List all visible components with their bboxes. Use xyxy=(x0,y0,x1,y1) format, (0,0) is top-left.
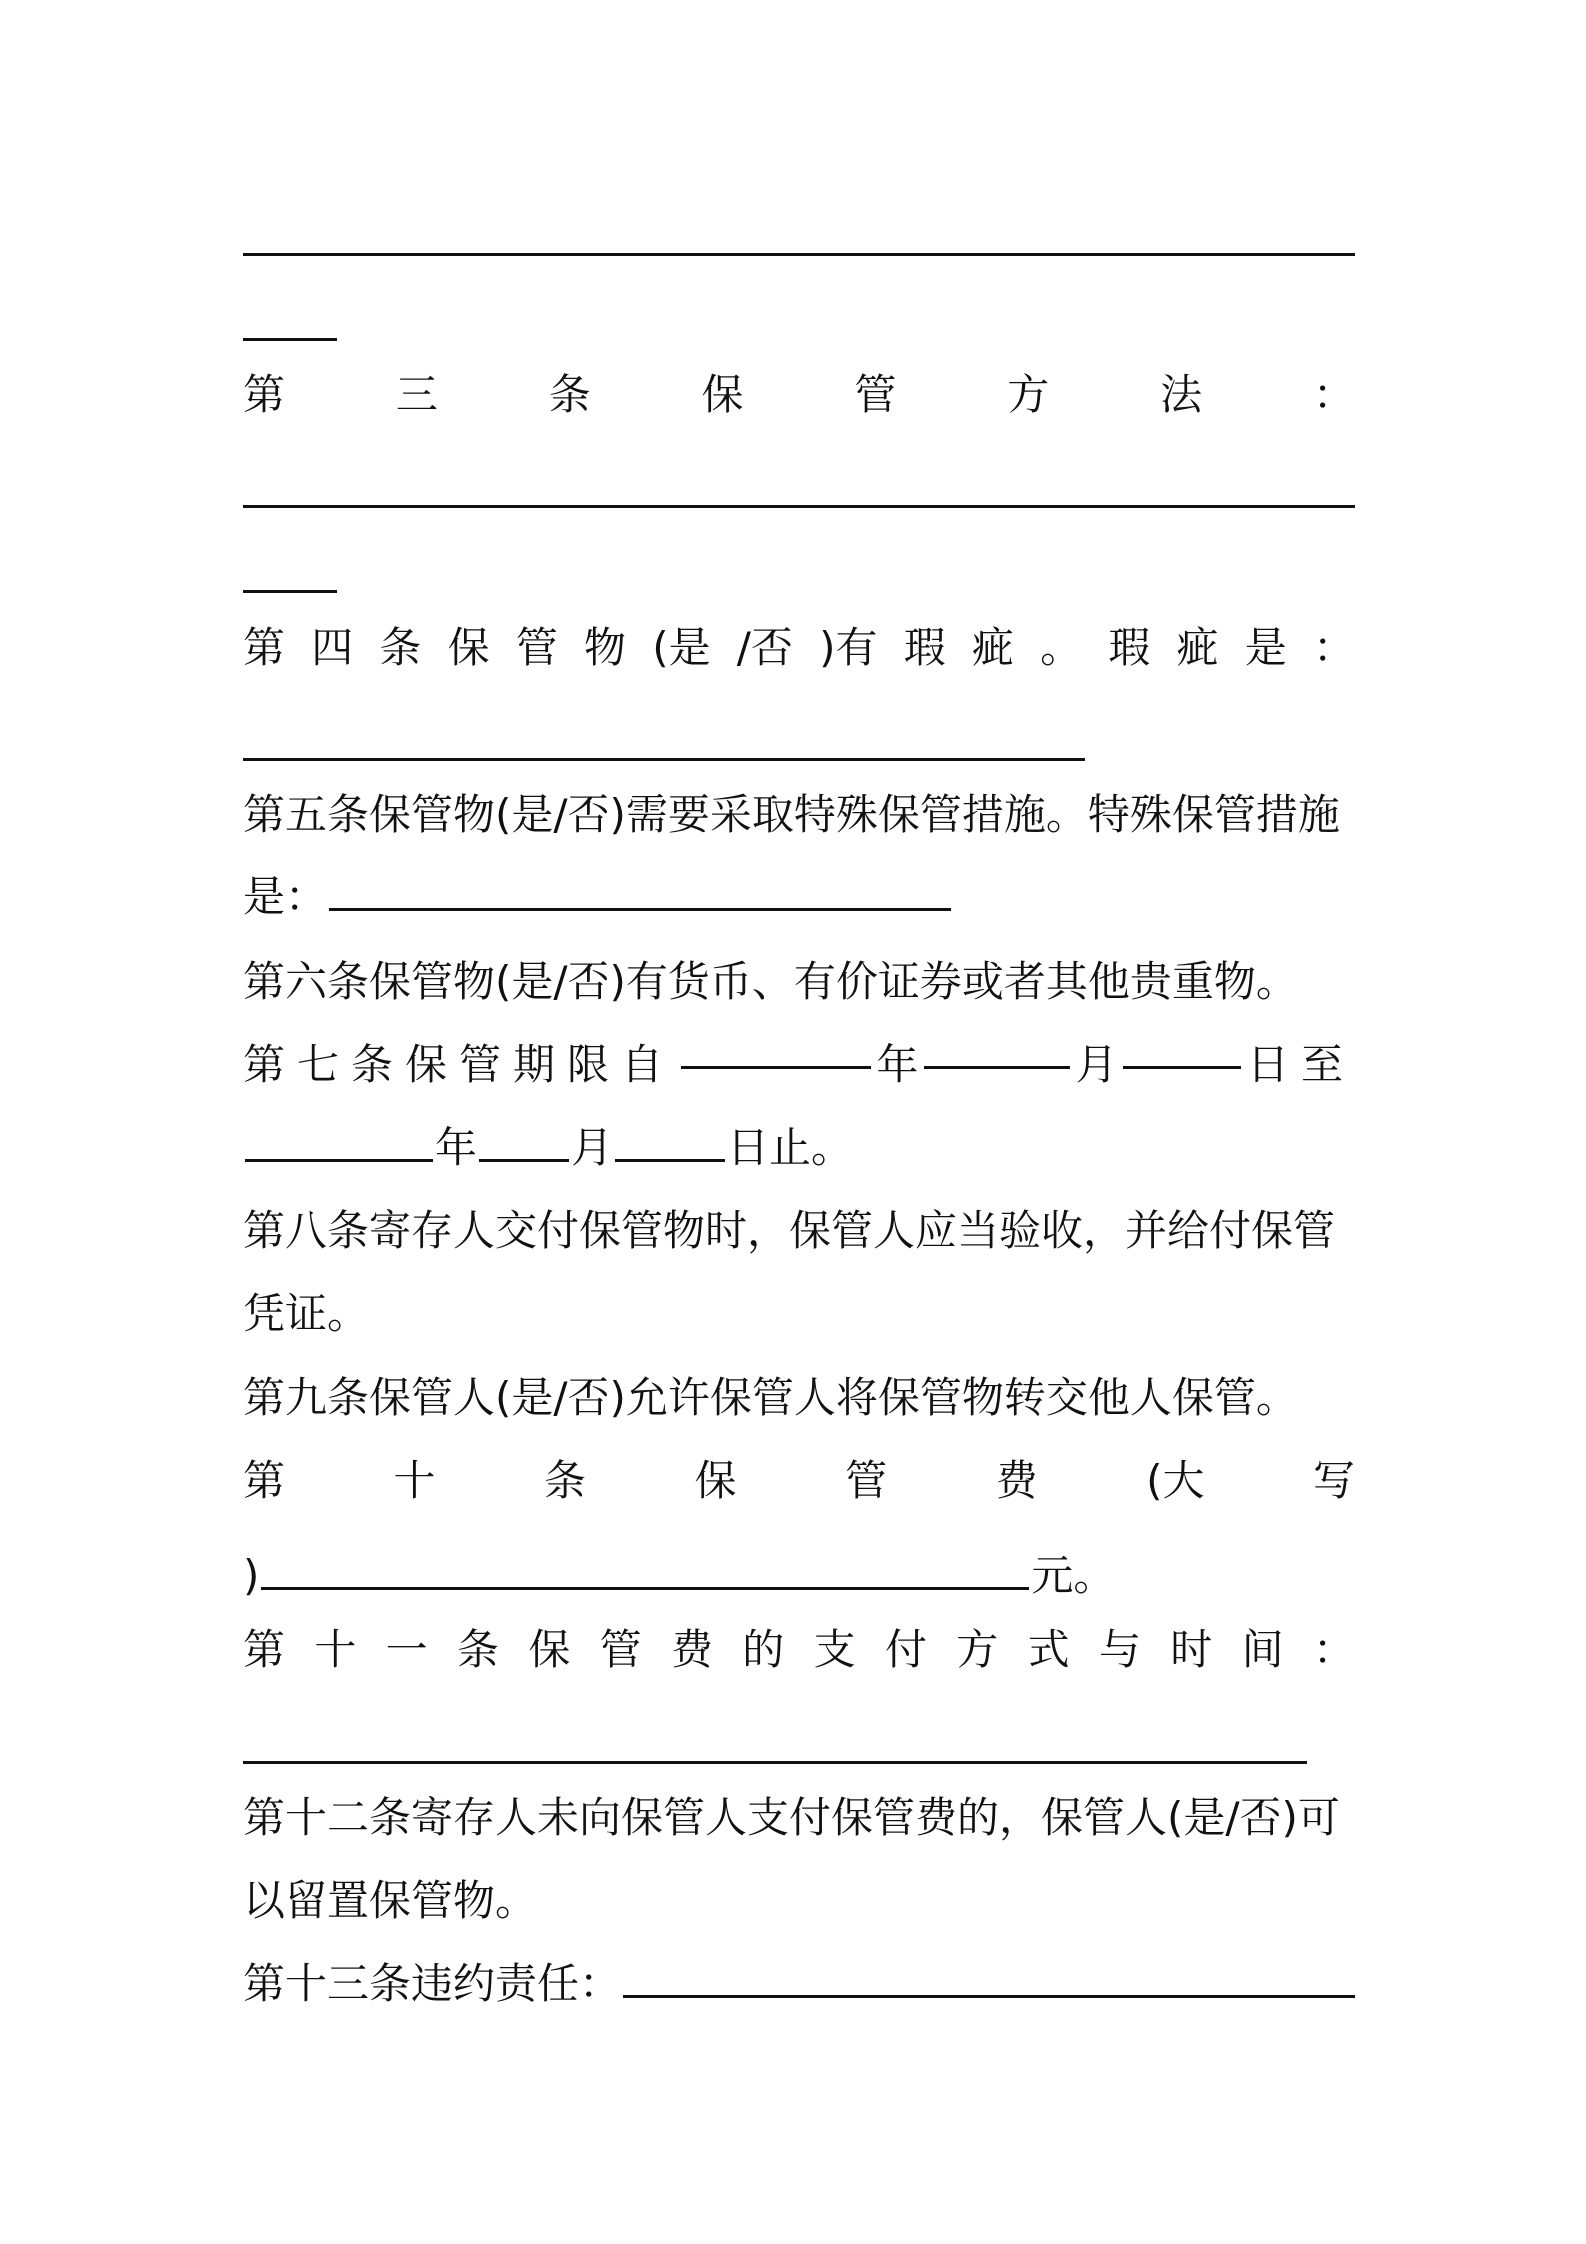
char: 瑕 xyxy=(1108,623,1151,672)
char: 付 xyxy=(884,1625,927,1674)
char: /否 xyxy=(736,623,793,672)
article-4-heading xyxy=(243,618,1355,678)
paren-close: ) xyxy=(243,1551,260,1600)
char: 第 xyxy=(243,1456,286,1505)
char: 一 xyxy=(385,1625,428,1674)
char: 条 xyxy=(379,623,422,672)
blank-line xyxy=(329,904,951,911)
char: 物 xyxy=(584,623,627,672)
char: 保 xyxy=(447,623,490,672)
article-7-line-2 xyxy=(243,1118,1355,1178)
char: 方 xyxy=(1007,370,1050,419)
article-5-text: 第五条保管物(是/否)需要采取特殊保管措施。特殊保管措施 xyxy=(243,790,1340,839)
blank-line xyxy=(479,1155,569,1162)
article-5-line-2 xyxy=(243,867,1355,927)
char: 管 xyxy=(854,370,897,419)
char: ： xyxy=(1312,1625,1355,1674)
article-12-line-1 xyxy=(243,1788,1355,1848)
char: 支 xyxy=(813,1625,856,1674)
char: 疵 xyxy=(971,623,1014,672)
char: 十 xyxy=(314,1625,357,1674)
article-7-prefix: 第七条保管期限自 xyxy=(243,1040,676,1089)
char: 疵 xyxy=(1176,623,1219,672)
char: )有 xyxy=(819,623,878,672)
blank-rule xyxy=(243,590,337,593)
article-12-line-2 xyxy=(243,1871,1355,1931)
blank-rule xyxy=(243,253,1355,256)
char: 三 xyxy=(395,370,438,419)
article-13-label: 第十三条违约责任： xyxy=(243,1959,622,2008)
blank-line xyxy=(623,1991,1355,1998)
article-9-text: 第九条保管人(是/否)允许保管人将保管物转交他人保管。 xyxy=(243,1373,1298,1422)
year-label: 年 xyxy=(876,1040,919,1089)
article-5-line-1 xyxy=(243,785,1355,845)
char: ： xyxy=(1312,370,1355,419)
char: 法 xyxy=(1160,370,1203,419)
char: 管 xyxy=(515,623,558,672)
day-to-label: 日至 xyxy=(1246,1040,1355,1089)
article-12-text: 第十二条寄存人未向保管人支付保管费的，保管人(是/否)可 xyxy=(243,1793,1340,1842)
char: 条 xyxy=(548,370,591,419)
char: 管 xyxy=(599,1625,642,1674)
char: 保 xyxy=(528,1625,571,1674)
char: 第 xyxy=(243,623,286,672)
char: 写 xyxy=(1312,1456,1355,1505)
char: 第 xyxy=(243,370,286,419)
char: (大 xyxy=(1146,1456,1205,1505)
article-13 xyxy=(243,1954,1355,2014)
char: 的 xyxy=(742,1625,785,1674)
char: 保 xyxy=(701,370,744,419)
char: 管 xyxy=(845,1456,888,1505)
article-8-line-2 xyxy=(243,1284,1355,1344)
char: 第 xyxy=(243,1625,286,1674)
article-6 xyxy=(243,952,1355,1012)
char: 保 xyxy=(694,1456,737,1505)
char: 费 xyxy=(995,1456,1038,1505)
char: 。 xyxy=(1040,623,1083,672)
article-8-line-1 xyxy=(243,1201,1355,1261)
blank-line xyxy=(924,1062,1070,1069)
article-8-text: 第八条寄存人交付保管物时，保管人应当验收，并给付保管 xyxy=(243,1206,1336,1255)
char: 费 xyxy=(670,1625,713,1674)
article-8-text: 凭证。 xyxy=(243,1289,370,1338)
blank-rule xyxy=(243,505,1355,508)
blank-rule xyxy=(243,758,1085,761)
article-6-text: 第六条保管物(是/否)有货币、有价证券或者其他贵重物。 xyxy=(243,957,1298,1006)
article-11-heading xyxy=(243,1620,1355,1680)
unit-label: 元。 xyxy=(1031,1551,1116,1600)
month-label: 月 xyxy=(1075,1040,1118,1089)
month-label: 月 xyxy=(571,1123,614,1172)
blank-line xyxy=(261,1583,1029,1590)
char: (是 xyxy=(652,623,711,672)
blank-line xyxy=(245,1155,433,1162)
char: 条 xyxy=(456,1625,499,1674)
char: 时 xyxy=(1170,1625,1213,1674)
day-end-label: 日止。 xyxy=(727,1123,854,1172)
blank-rule xyxy=(243,1761,1307,1764)
year-label: 年 xyxy=(435,1123,478,1172)
char: ： xyxy=(1312,623,1355,672)
article-9 xyxy=(243,1368,1355,1428)
char: 是 xyxy=(1244,623,1287,672)
article-10-heading xyxy=(243,1451,1355,1511)
char: 方 xyxy=(956,1625,999,1674)
char: 与 xyxy=(1098,1625,1141,1674)
article-10-line-2 xyxy=(243,1546,1355,1606)
char: 式 xyxy=(1027,1625,1070,1674)
article-3-heading xyxy=(243,365,1355,425)
article-7-line-1 xyxy=(243,1035,1355,1095)
article-12-text: 以留置保管物。 xyxy=(243,1876,538,1925)
char: 间 xyxy=(1241,1625,1284,1674)
blank-line xyxy=(1123,1062,1241,1069)
char: 四 xyxy=(311,623,354,672)
blank-line xyxy=(681,1062,871,1069)
blank-rule xyxy=(243,338,337,341)
char: 瑕 xyxy=(903,623,946,672)
char: 条 xyxy=(544,1456,587,1505)
char: 十 xyxy=(393,1456,436,1505)
article-5-label: 是： xyxy=(243,872,328,921)
blank-line xyxy=(615,1155,725,1162)
